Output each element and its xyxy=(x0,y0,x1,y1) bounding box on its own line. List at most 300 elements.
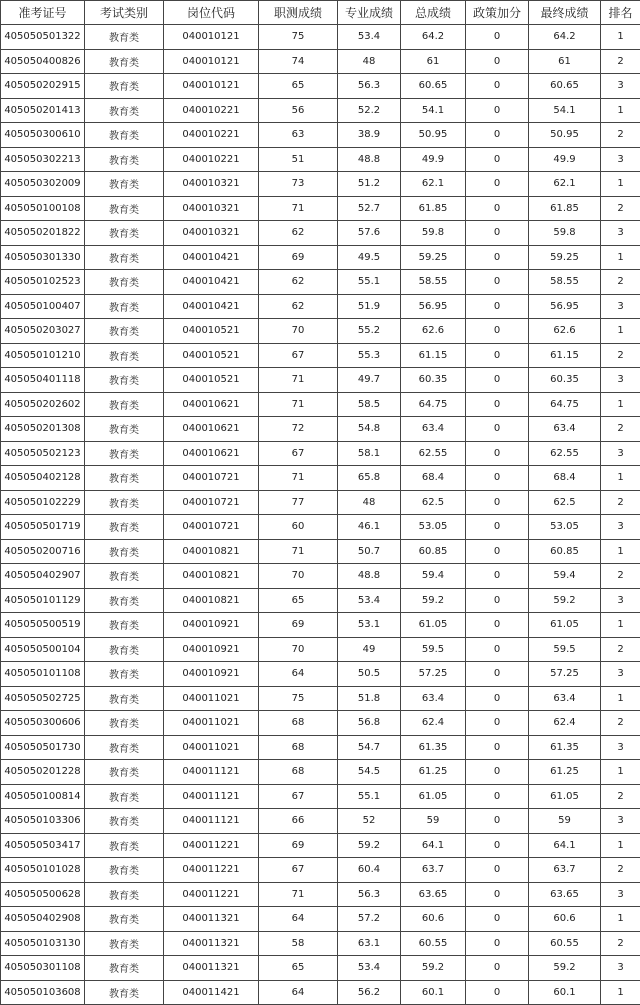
total-score-cell: 53.05 xyxy=(401,515,466,540)
exam-id-cell: 405050200716 xyxy=(1,539,85,564)
professional-score-cell: 53.1 xyxy=(338,613,401,638)
total-score-cell: 60.55 xyxy=(401,931,466,956)
exam-category-cell: 教育类 xyxy=(85,245,164,270)
total-score-cell: 49.9 xyxy=(401,147,466,172)
exam-category-cell: 教育类 xyxy=(85,123,164,148)
exam-id-cell: 405050203027 xyxy=(1,319,85,344)
final-score-cell: 50.95 xyxy=(529,123,601,148)
total-score-cell: 61.25 xyxy=(401,760,466,785)
professional-score-cell: 46.1 xyxy=(338,515,401,540)
policy-bonus-cell: 0 xyxy=(466,907,529,932)
professional-score-cell: 55.1 xyxy=(338,270,401,295)
total-score-cell: 59 xyxy=(401,809,466,834)
header-final-score: 最终成绩 xyxy=(529,1,601,25)
total-score-cell: 59.5 xyxy=(401,637,466,662)
policy-bonus-cell: 0 xyxy=(466,343,529,368)
table-row xyxy=(1,172,640,197)
rank-cell: 2 xyxy=(601,711,640,736)
policy-bonus-cell: 0 xyxy=(466,98,529,123)
exam-category-cell: 教育类 xyxy=(85,833,164,858)
final-score-cell: 60.65 xyxy=(529,74,601,99)
policy-bonus-cell: 0 xyxy=(466,25,529,50)
professional-score-cell: 48 xyxy=(338,49,401,74)
total-score-cell: 59.25 xyxy=(401,245,466,270)
table-row xyxy=(1,809,640,834)
exam-category-cell: 教育类 xyxy=(85,686,164,711)
professional-score-cell: 57.2 xyxy=(338,907,401,932)
final-score-cell: 60.35 xyxy=(529,368,601,393)
rank-cell: 3 xyxy=(601,368,640,393)
exam-category-cell: 教育类 xyxy=(85,564,164,589)
final-score-cell: 62.4 xyxy=(529,711,601,736)
total-score-cell: 64.2 xyxy=(401,25,466,50)
exam-id-cell: 405050201228 xyxy=(1,760,85,785)
table-row xyxy=(1,637,640,662)
policy-bonus-cell: 0 xyxy=(466,588,529,613)
exam-id-cell: 405050402907 xyxy=(1,564,85,589)
exam-category-cell: 教育类 xyxy=(85,882,164,907)
aptitude-score-cell: 71 xyxy=(259,466,338,491)
rank-cell: 2 xyxy=(601,931,640,956)
total-score-cell: 63.7 xyxy=(401,858,466,883)
exam-category-cell: 教育类 xyxy=(85,588,164,613)
exam-id-cell: 405050500104 xyxy=(1,637,85,662)
position-code-cell: 040011221 xyxy=(164,858,259,883)
total-score-cell: 61.35 xyxy=(401,735,466,760)
exam-category-cell: 教育类 xyxy=(85,931,164,956)
aptitude-score-cell: 62 xyxy=(259,270,338,295)
table-row xyxy=(1,760,640,785)
total-score-cell: 60.1 xyxy=(401,980,466,1005)
exam-id-cell: 405050401118 xyxy=(1,368,85,393)
professional-score-cell: 57.6 xyxy=(338,221,401,246)
rank-cell: 2 xyxy=(601,270,640,295)
table-row xyxy=(1,588,640,613)
policy-bonus-cell: 0 xyxy=(466,564,529,589)
total-score-cell: 61 xyxy=(401,49,466,74)
position-code-cell: 040010221 xyxy=(164,123,259,148)
total-score-cell: 54.1 xyxy=(401,98,466,123)
rank-cell: 2 xyxy=(601,490,640,515)
total-score-cell: 61.15 xyxy=(401,343,466,368)
total-score-cell: 58.55 xyxy=(401,270,466,295)
final-score-cell: 64.1 xyxy=(529,833,601,858)
aptitude-score-cell: 64 xyxy=(259,662,338,687)
policy-bonus-cell: 0 xyxy=(466,221,529,246)
professional-score-cell: 53.4 xyxy=(338,25,401,50)
final-score-cell: 62.5 xyxy=(529,490,601,515)
aptitude-score-cell: 65 xyxy=(259,956,338,981)
position-code-cell: 040010621 xyxy=(164,392,259,417)
aptitude-score-cell: 66 xyxy=(259,809,338,834)
exam-category-cell: 教育类 xyxy=(85,613,164,638)
aptitude-score-cell: 62 xyxy=(259,294,338,319)
final-score-cell: 62.1 xyxy=(529,172,601,197)
exam-category-cell: 教育类 xyxy=(85,343,164,368)
aptitude-score-cell: 70 xyxy=(259,319,338,344)
final-score-cell: 59.5 xyxy=(529,637,601,662)
policy-bonus-cell: 0 xyxy=(466,613,529,638)
table-row xyxy=(1,515,640,540)
policy-bonus-cell: 0 xyxy=(466,147,529,172)
exam-category-cell: 教育类 xyxy=(85,417,164,442)
table-row xyxy=(1,686,640,711)
professional-score-cell: 51.2 xyxy=(338,172,401,197)
total-score-cell: 62.1 xyxy=(401,172,466,197)
exam-id-cell: 405050103306 xyxy=(1,809,85,834)
exam-category-cell: 教育类 xyxy=(85,441,164,466)
rank-cell: 2 xyxy=(601,417,640,442)
aptitude-score-cell: 65 xyxy=(259,588,338,613)
policy-bonus-cell: 0 xyxy=(466,539,529,564)
aptitude-score-cell: 67 xyxy=(259,343,338,368)
position-code-cell: 040011021 xyxy=(164,711,259,736)
aptitude-score-cell: 62 xyxy=(259,221,338,246)
table-row xyxy=(1,98,640,123)
rank-cell: 3 xyxy=(601,662,640,687)
exam-category-cell: 教育类 xyxy=(85,319,164,344)
professional-score-cell: 56.3 xyxy=(338,74,401,99)
policy-bonus-cell: 0 xyxy=(466,662,529,687)
professional-score-cell: 49 xyxy=(338,637,401,662)
policy-bonus-cell: 0 xyxy=(466,637,529,662)
total-score-cell: 63.65 xyxy=(401,882,466,907)
exam-id-cell: 405050201822 xyxy=(1,221,85,246)
professional-score-cell: 48 xyxy=(338,490,401,515)
aptitude-score-cell: 51 xyxy=(259,147,338,172)
rank-cell: 1 xyxy=(601,833,640,858)
policy-bonus-cell: 0 xyxy=(466,784,529,809)
total-score-cell: 50.95 xyxy=(401,123,466,148)
exam-id-cell: 405050400826 xyxy=(1,49,85,74)
table-row xyxy=(1,319,640,344)
final-score-cell: 61.15 xyxy=(529,343,601,368)
aptitude-score-cell: 71 xyxy=(259,539,338,564)
rank-cell: 3 xyxy=(601,74,640,99)
final-score-cell: 63.7 xyxy=(529,858,601,883)
position-code-cell: 040010821 xyxy=(164,539,259,564)
exam-category-cell: 教育类 xyxy=(85,662,164,687)
total-score-cell: 57.25 xyxy=(401,662,466,687)
rank-cell: 3 xyxy=(601,809,640,834)
exam-id-cell: 405050100407 xyxy=(1,294,85,319)
aptitude-score-cell: 67 xyxy=(259,441,338,466)
professional-score-cell: 58.1 xyxy=(338,441,401,466)
exam-id-cell: 405050102229 xyxy=(1,490,85,515)
table-row xyxy=(1,662,640,687)
exam-category-cell: 教育类 xyxy=(85,809,164,834)
position-code-cell: 040010721 xyxy=(164,490,259,515)
exam-category-cell: 教育类 xyxy=(85,956,164,981)
exam-category-cell: 教育类 xyxy=(85,392,164,417)
policy-bonus-cell: 0 xyxy=(466,172,529,197)
header-exam-category: 考试类别 xyxy=(85,1,164,25)
header-policy-bonus: 政策加分 xyxy=(466,1,529,25)
position-code-cell: 040010321 xyxy=(164,172,259,197)
table-row xyxy=(1,613,640,638)
professional-score-cell: 55.3 xyxy=(338,343,401,368)
table-row xyxy=(1,49,640,74)
final-score-cell: 61.05 xyxy=(529,613,601,638)
final-score-cell: 61.85 xyxy=(529,196,601,221)
total-score-cell: 62.6 xyxy=(401,319,466,344)
position-code-cell: 040011021 xyxy=(164,735,259,760)
policy-bonus-cell: 0 xyxy=(466,270,529,295)
final-score-cell: 59.2 xyxy=(529,588,601,613)
table-row xyxy=(1,343,640,368)
professional-score-cell: 58.5 xyxy=(338,392,401,417)
position-code-cell: 040010221 xyxy=(164,147,259,172)
table-row xyxy=(1,466,640,491)
table-row xyxy=(1,956,640,981)
exam-category-cell: 教育类 xyxy=(85,539,164,564)
policy-bonus-cell: 0 xyxy=(466,956,529,981)
position-code-cell: 040010421 xyxy=(164,294,259,319)
exam-id-cell: 405050301108 xyxy=(1,956,85,981)
final-score-cell: 56.95 xyxy=(529,294,601,319)
exam-category-cell: 教育类 xyxy=(85,980,164,1005)
rank-cell: 1 xyxy=(601,686,640,711)
rank-cell: 3 xyxy=(601,294,640,319)
aptitude-score-cell: 77 xyxy=(259,490,338,515)
rank-cell: 3 xyxy=(601,147,640,172)
exam-category-cell: 教育类 xyxy=(85,784,164,809)
aptitude-score-cell: 58 xyxy=(259,931,338,956)
policy-bonus-cell: 0 xyxy=(466,123,529,148)
final-score-cell: 62.55 xyxy=(529,441,601,466)
final-score-cell: 59.4 xyxy=(529,564,601,589)
exam-category-cell: 教育类 xyxy=(85,711,164,736)
table-row xyxy=(1,441,640,466)
total-score-cell: 62.5 xyxy=(401,490,466,515)
professional-score-cell: 49.7 xyxy=(338,368,401,393)
rank-cell: 2 xyxy=(601,196,640,221)
policy-bonus-cell: 0 xyxy=(466,466,529,491)
total-score-cell: 63.4 xyxy=(401,417,466,442)
exam-id-cell: 405050502123 xyxy=(1,441,85,466)
policy-bonus-cell: 0 xyxy=(466,980,529,1005)
total-score-cell: 62.55 xyxy=(401,441,466,466)
rank-cell: 1 xyxy=(601,392,640,417)
exam-id-cell: 405050501719 xyxy=(1,515,85,540)
exam-category-cell: 教育类 xyxy=(85,196,164,221)
exam-category-cell: 教育类 xyxy=(85,466,164,491)
table-row xyxy=(1,25,640,50)
final-score-cell: 63.4 xyxy=(529,686,601,711)
professional-score-cell: 59.2 xyxy=(338,833,401,858)
position-code-cell: 040010321 xyxy=(164,221,259,246)
policy-bonus-cell: 0 xyxy=(466,760,529,785)
table-row xyxy=(1,784,640,809)
table-row xyxy=(1,907,640,932)
position-code-cell: 040010421 xyxy=(164,270,259,295)
position-code-cell: 040010721 xyxy=(164,515,259,540)
professional-score-cell: 52.2 xyxy=(338,98,401,123)
rank-cell: 3 xyxy=(601,735,640,760)
exam-id-cell: 405050302009 xyxy=(1,172,85,197)
policy-bonus-cell: 0 xyxy=(466,368,529,393)
table-row xyxy=(1,539,640,564)
final-score-cell: 61 xyxy=(529,49,601,74)
table-row xyxy=(1,221,640,246)
rank-cell: 2 xyxy=(601,343,640,368)
aptitude-score-cell: 64 xyxy=(259,907,338,932)
table-row xyxy=(1,833,640,858)
aptitude-score-cell: 69 xyxy=(259,613,338,638)
aptitude-score-cell: 64 xyxy=(259,980,338,1005)
exam-id-cell: 405050102523 xyxy=(1,270,85,295)
final-score-cell: 54.1 xyxy=(529,98,601,123)
position-code-cell: 040011121 xyxy=(164,809,259,834)
aptitude-score-cell: 56 xyxy=(259,98,338,123)
final-score-cell: 57.25 xyxy=(529,662,601,687)
final-score-cell: 60.6 xyxy=(529,907,601,932)
position-code-cell: 040010921 xyxy=(164,662,259,687)
total-score-cell: 64.1 xyxy=(401,833,466,858)
professional-score-cell: 63.1 xyxy=(338,931,401,956)
rank-cell: 3 xyxy=(601,221,640,246)
exam-category-cell: 教育类 xyxy=(85,637,164,662)
total-score-cell: 61.85 xyxy=(401,196,466,221)
table-row xyxy=(1,980,640,1005)
final-score-cell: 61.05 xyxy=(529,784,601,809)
exam-category-cell: 教育类 xyxy=(85,172,164,197)
total-score-cell: 60.65 xyxy=(401,74,466,99)
final-score-cell: 58.55 xyxy=(529,270,601,295)
final-score-cell: 64.2 xyxy=(529,25,601,50)
header-rank: 排名 xyxy=(601,1,640,25)
aptitude-score-cell: 74 xyxy=(259,49,338,74)
professional-score-cell: 53.4 xyxy=(338,588,401,613)
rank-cell: 3 xyxy=(601,882,640,907)
total-score-cell: 64.75 xyxy=(401,392,466,417)
table-row xyxy=(1,147,640,172)
table-row xyxy=(1,294,640,319)
policy-bonus-cell: 0 xyxy=(466,417,529,442)
position-code-cell: 040011421 xyxy=(164,980,259,1005)
professional-score-cell: 48.8 xyxy=(338,147,401,172)
policy-bonus-cell: 0 xyxy=(466,319,529,344)
aptitude-score-cell: 72 xyxy=(259,417,338,442)
professional-score-cell: 56.3 xyxy=(338,882,401,907)
exam-category-cell: 教育类 xyxy=(85,49,164,74)
aptitude-score-cell: 69 xyxy=(259,245,338,270)
total-score-cell: 60.85 xyxy=(401,539,466,564)
policy-bonus-cell: 0 xyxy=(466,74,529,99)
table-row xyxy=(1,368,640,393)
policy-bonus-cell: 0 xyxy=(466,882,529,907)
total-score-cell: 59.4 xyxy=(401,564,466,589)
header-total-score: 总成绩 xyxy=(401,1,466,25)
aptitude-score-cell: 75 xyxy=(259,25,338,50)
position-code-cell: 040010521 xyxy=(164,319,259,344)
aptitude-score-cell: 68 xyxy=(259,711,338,736)
final-score-cell: 62.6 xyxy=(529,319,601,344)
table-row xyxy=(1,564,640,589)
position-code-cell: 040011121 xyxy=(164,784,259,809)
table-row xyxy=(1,711,640,736)
policy-bonus-cell: 0 xyxy=(466,833,529,858)
total-score-cell: 59.8 xyxy=(401,221,466,246)
exam-category-cell: 教育类 xyxy=(85,98,164,123)
policy-bonus-cell: 0 xyxy=(466,931,529,956)
rank-cell: 3 xyxy=(601,956,640,981)
aptitude-score-cell: 70 xyxy=(259,564,338,589)
table-row xyxy=(1,123,640,148)
exam-category-cell: 教育类 xyxy=(85,858,164,883)
rank-cell: 3 xyxy=(601,441,640,466)
final-score-cell: 63.4 xyxy=(529,417,601,442)
exam-category-cell: 教育类 xyxy=(85,221,164,246)
header-exam-id: 准考证号 xyxy=(1,1,85,25)
final-score-cell: 59.2 xyxy=(529,956,601,981)
table-row xyxy=(1,270,640,295)
position-code-cell: 040010621 xyxy=(164,441,259,466)
total-score-cell: 59.2 xyxy=(401,588,466,613)
exam-id-cell: 405050300606 xyxy=(1,711,85,736)
exam-category-cell: 教育类 xyxy=(85,25,164,50)
policy-bonus-cell: 0 xyxy=(466,515,529,540)
final-score-cell: 53.05 xyxy=(529,515,601,540)
total-score-cell: 56.95 xyxy=(401,294,466,319)
position-code-cell: 040010121 xyxy=(164,74,259,99)
position-code-cell: 040010221 xyxy=(164,98,259,123)
table-row xyxy=(1,417,640,442)
position-code-cell: 040010821 xyxy=(164,564,259,589)
total-score-cell: 68.4 xyxy=(401,466,466,491)
exam-id-cell: 405050101129 xyxy=(1,588,85,613)
exam-category-cell: 教育类 xyxy=(85,515,164,540)
exam-category-cell: 教育类 xyxy=(85,74,164,99)
exam-id-cell: 405050500519 xyxy=(1,613,85,638)
position-code-cell: 040011221 xyxy=(164,833,259,858)
rank-cell: 3 xyxy=(601,515,640,540)
aptitude-score-cell: 71 xyxy=(259,196,338,221)
rank-cell: 2 xyxy=(601,49,640,74)
exam-id-cell: 405050301330 xyxy=(1,245,85,270)
professional-score-cell: 38.9 xyxy=(338,123,401,148)
table-row xyxy=(1,196,640,221)
rank-cell: 3 xyxy=(601,588,640,613)
aptitude-score-cell: 67 xyxy=(259,858,338,883)
final-score-cell: 64.75 xyxy=(529,392,601,417)
final-score-cell: 61.25 xyxy=(529,760,601,785)
professional-score-cell: 52 xyxy=(338,809,401,834)
rank-cell: 1 xyxy=(601,613,640,638)
position-code-cell: 040011021 xyxy=(164,686,259,711)
exam-category-cell: 教育类 xyxy=(85,368,164,393)
professional-score-cell: 54.8 xyxy=(338,417,401,442)
position-code-cell: 040011321 xyxy=(164,931,259,956)
exam-category-cell: 教育类 xyxy=(85,147,164,172)
total-score-cell: 63.4 xyxy=(401,686,466,711)
aptitude-score-cell: 63 xyxy=(259,123,338,148)
exam-id-cell: 405050501322 xyxy=(1,25,85,50)
table-row xyxy=(1,858,640,883)
aptitude-score-cell: 68 xyxy=(259,735,338,760)
final-score-cell: 60.1 xyxy=(529,980,601,1005)
position-code-cell: 040010521 xyxy=(164,368,259,393)
exam-id-cell: 405050502725 xyxy=(1,686,85,711)
professional-score-cell: 56.2 xyxy=(338,980,401,1005)
total-score-cell: 62.4 xyxy=(401,711,466,736)
rank-cell: 1 xyxy=(601,319,640,344)
aptitude-score-cell: 68 xyxy=(259,760,338,785)
policy-bonus-cell: 0 xyxy=(466,809,529,834)
exam-id-cell: 405050103608 xyxy=(1,980,85,1005)
aptitude-score-cell: 69 xyxy=(259,833,338,858)
rank-cell: 2 xyxy=(601,564,640,589)
